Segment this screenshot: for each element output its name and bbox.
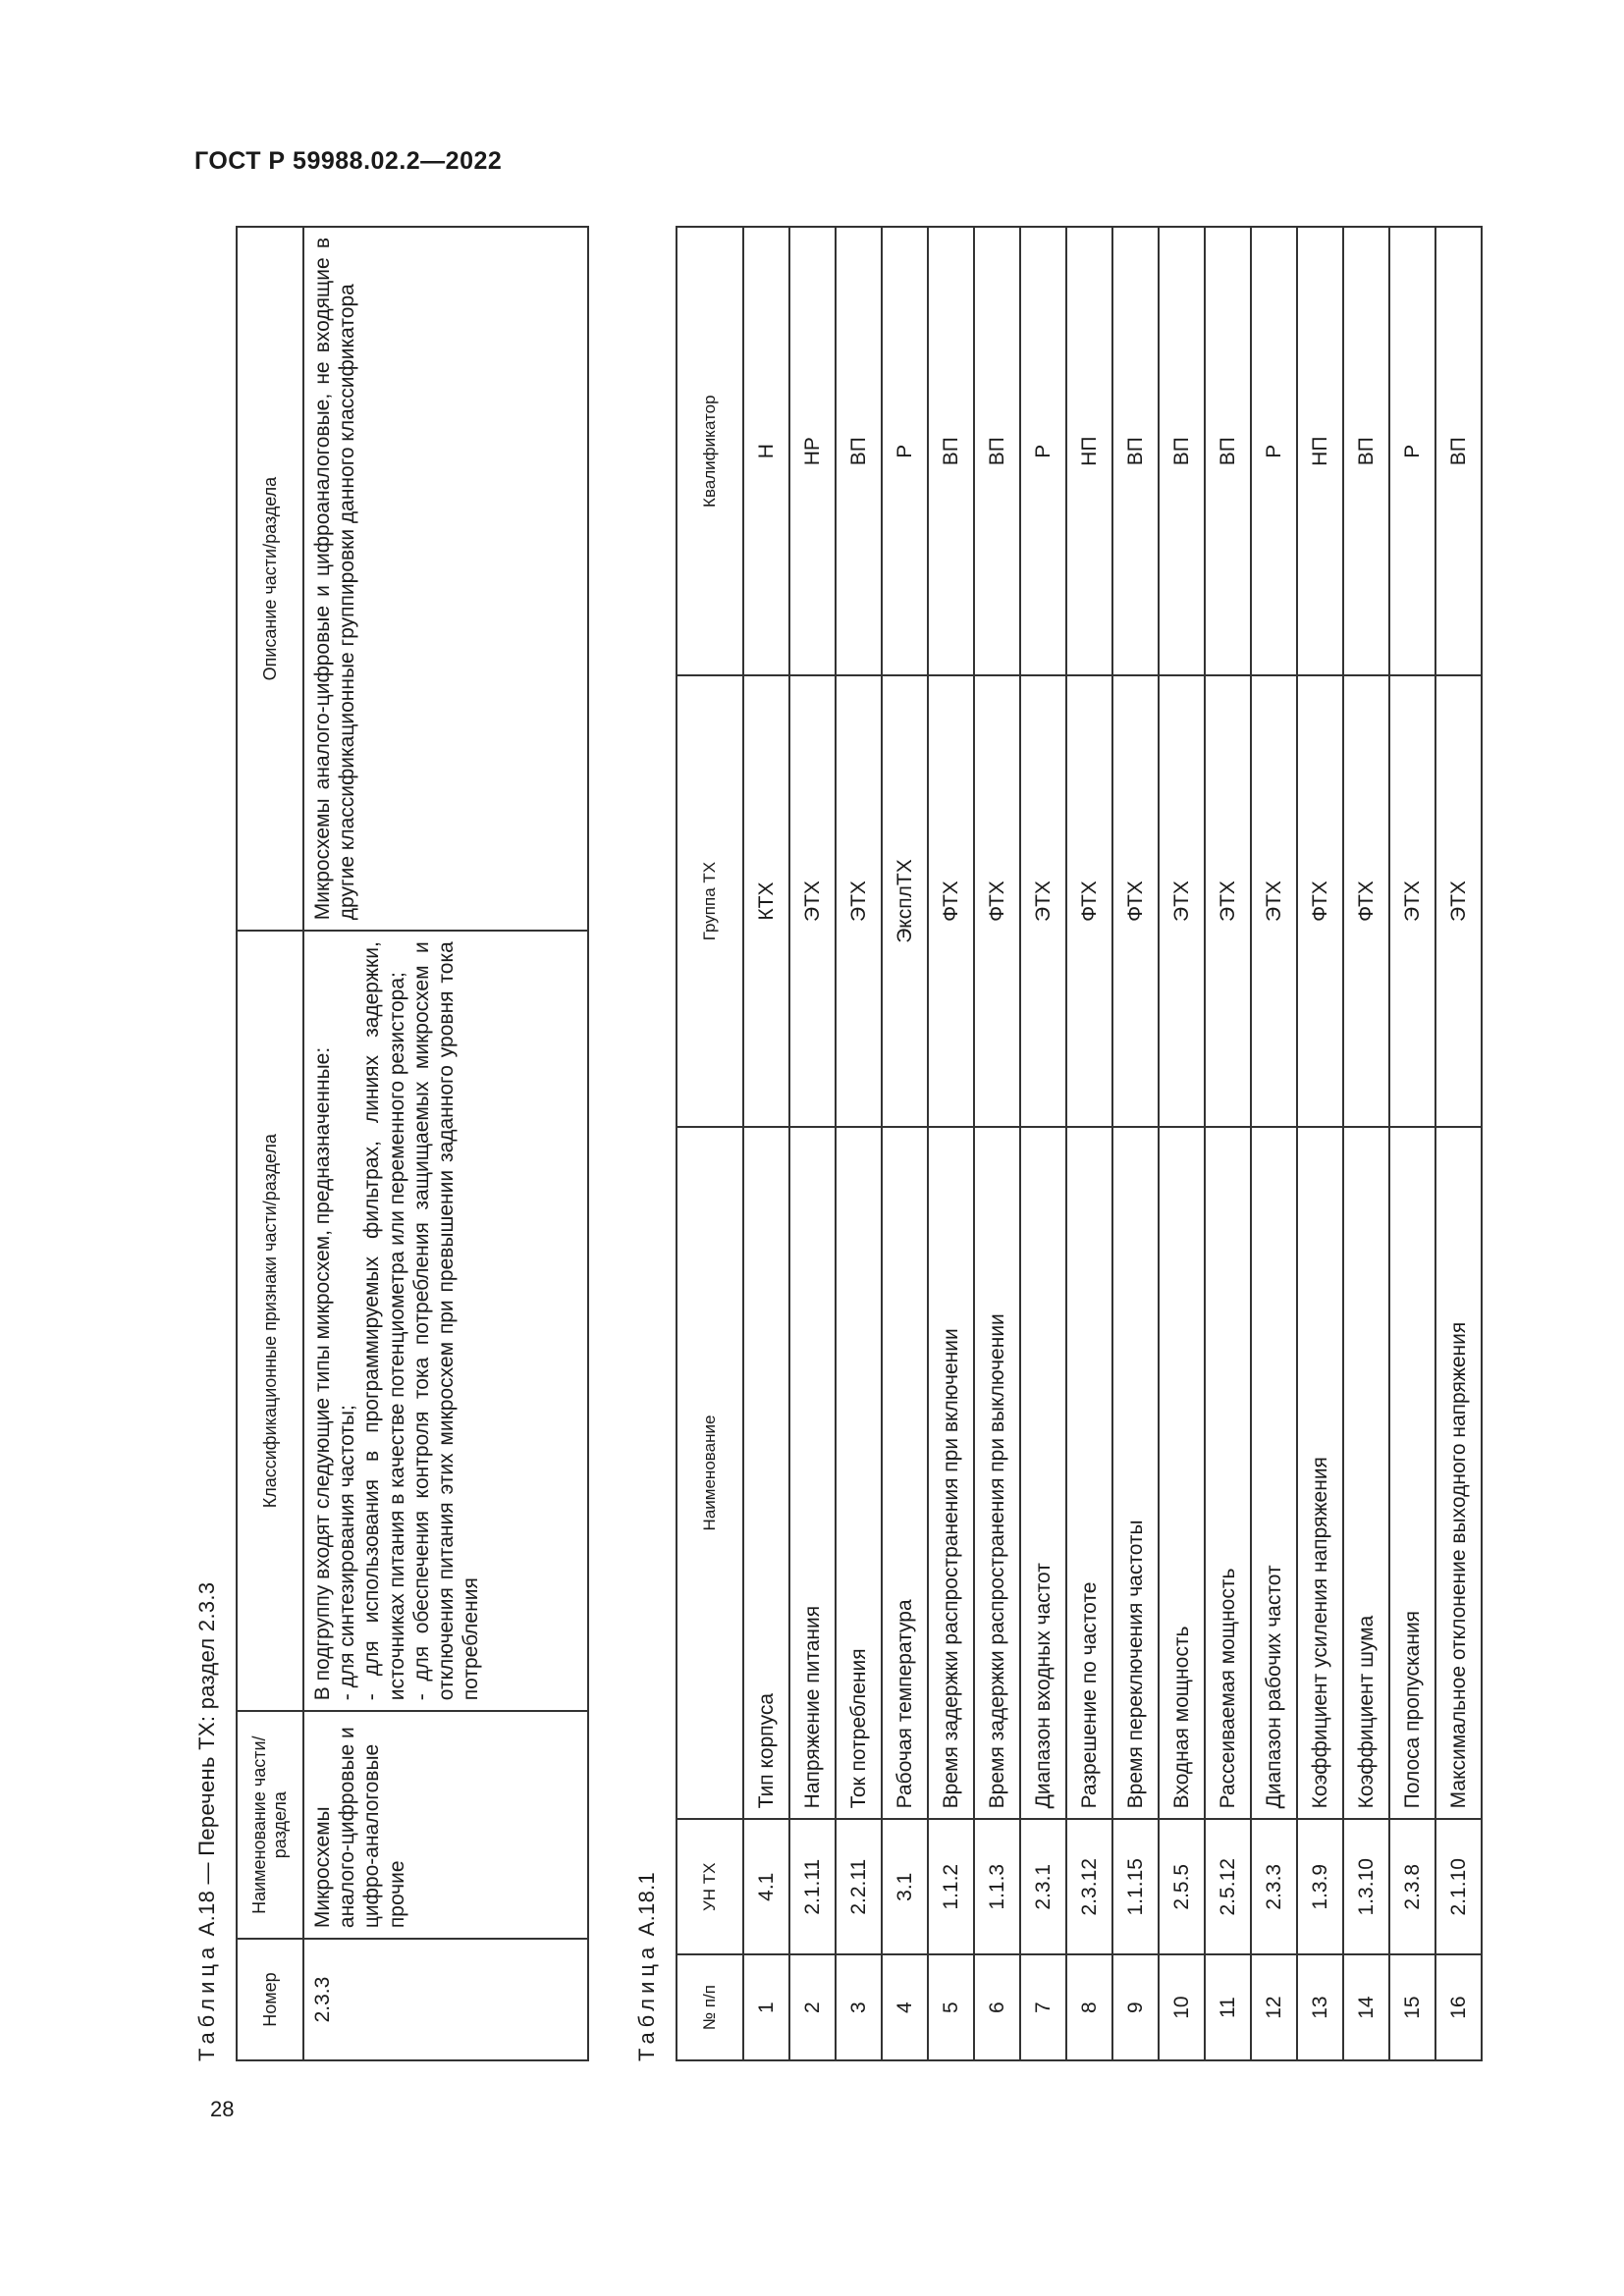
cell-group-tx: ФТХ bbox=[1112, 675, 1159, 1126]
cell-naimenovanie: Диапазон рабочих частот bbox=[1251, 1127, 1297, 1820]
table-a18-caption bbox=[194, 1582, 220, 2061]
table-row bbox=[882, 227, 928, 2060]
header-index: № п/п bbox=[677, 1954, 743, 2060]
cell-index: 9 bbox=[1112, 1954, 1159, 2060]
header-qualifier: Квалификатор bbox=[677, 227, 743, 675]
cell-number: 2.3.3 bbox=[303, 1939, 588, 2060]
cell-qualifier: ВП bbox=[1159, 227, 1205, 675]
cell-un-tx: 2.2.11 bbox=[836, 1819, 882, 1954]
cell-group-tx: ФТХ bbox=[974, 675, 1020, 1126]
cell-index: 6 bbox=[974, 1954, 1020, 2060]
table-row bbox=[743, 227, 789, 2060]
cell-qualifier: ВП bbox=[836, 227, 882, 675]
table-row bbox=[1251, 227, 1297, 2060]
cell-qualifier: Р bbox=[1389, 227, 1435, 675]
cell-qualifier: ВП bbox=[1435, 227, 1482, 675]
cell-group-tx: ФТХ bbox=[1297, 675, 1343, 1126]
table-a18 bbox=[236, 226, 589, 2061]
table-a181-caption bbox=[634, 1872, 660, 2061]
cell-qualifier: Р bbox=[1251, 227, 1297, 675]
cell-group-tx: ФТХ bbox=[928, 675, 974, 1126]
cell-qualifier: Н bbox=[743, 227, 789, 675]
cell-naimenovanie: Разрешение по частоте bbox=[1066, 1127, 1112, 1820]
document-header: ГОСТ Р 59988.02.2—2022 bbox=[194, 147, 503, 175]
cell-un-tx: 1.1.15 bbox=[1112, 1819, 1159, 1954]
cell-group-tx: ЭТХ bbox=[1159, 675, 1205, 1126]
cell-naimenovanie: Коэффициент усиления напряжения bbox=[1297, 1127, 1343, 1820]
cell-group-tx: ЭТХ bbox=[789, 675, 836, 1126]
cell-group-tx: ЭТХ bbox=[1435, 675, 1482, 1126]
header-un-tx: УН ТХ bbox=[677, 1819, 743, 1954]
cell-index: 16 bbox=[1435, 1954, 1482, 2060]
cell-group-tx: ЭксплТХ bbox=[882, 675, 928, 1126]
cell-index: 1 bbox=[743, 1954, 789, 2060]
cell-index: 5 bbox=[928, 1954, 974, 2060]
table-header-row bbox=[237, 227, 303, 2060]
cell-naimenovanie: Рассеиваемая мощность bbox=[1205, 1127, 1251, 1820]
table-row bbox=[1159, 227, 1205, 2060]
cell-group-tx: ЭТХ bbox=[836, 675, 882, 1126]
cell-un-tx: 1.3.9 bbox=[1297, 1819, 1343, 1954]
cell-description: Микросхемы аналого-цифровые и цифроаналоговые, не входящие в другие классификационные группировки данного классификатора bbox=[303, 227, 588, 931]
cell-features: В подгруппу входят следующие типы микросхем, предназначенные: - для синтезирования частоты; - для использования в программируемых фильтрах, линиях задержки, источниках питания в качестве потенциометра или переменного резистора; - для обеспечения контроля тока потребления защищаемых микросхем и отключения питания этих микросхем при превышении заданного уровня тока потребления bbox=[303, 931, 588, 1711]
table-body bbox=[743, 227, 1482, 2060]
table-header-row bbox=[677, 227, 743, 2060]
cell-group-tx: ЭТХ bbox=[1251, 675, 1297, 1126]
cell-naimenovanie: Диапазон входных частот bbox=[1020, 1127, 1066, 1820]
table-row bbox=[928, 227, 974, 2060]
header-naimenovanie: Наименование bbox=[677, 1127, 743, 1820]
caption-rest: А.18 — Перечень ТХ: раздел 2.3.3 bbox=[194, 1581, 219, 1943]
cell-group-tx: ЭТХ bbox=[1205, 675, 1251, 1126]
header-number: Номер bbox=[237, 1939, 303, 2060]
cell-naimenovanie: Входная мощность bbox=[1159, 1127, 1205, 1820]
table-row bbox=[1435, 227, 1482, 2060]
cell-qualifier: Р bbox=[882, 227, 928, 675]
cell-index: 7 bbox=[1020, 1954, 1066, 2060]
cell-naimenovanie: Время задержки распространения при включении bbox=[928, 1127, 974, 1820]
cell-qualifier: ВП bbox=[1112, 227, 1159, 675]
caption-rest: А.18.1 bbox=[634, 1871, 659, 1943]
table-row bbox=[1066, 227, 1112, 2060]
table-row bbox=[1020, 227, 1066, 2060]
rotated-page-content bbox=[165, 226, 1481, 2121]
cell-qualifier: ВП bbox=[1343, 227, 1389, 675]
cell-qualifier: ВП bbox=[928, 227, 974, 675]
table-row bbox=[1343, 227, 1389, 2060]
cell-un-tx: 2.1.10 bbox=[1435, 1819, 1482, 1954]
cell-un-tx: 3.1 bbox=[882, 1819, 928, 1954]
table-a181 bbox=[676, 226, 1483, 2061]
table-row bbox=[303, 227, 588, 2060]
caption-prefix: Таблица bbox=[634, 1942, 659, 2061]
cell-un-tx: 2.5.12 bbox=[1205, 1819, 1251, 1954]
cell-index: 15 bbox=[1389, 1954, 1435, 2060]
cell-un-tx: 1.1.2 bbox=[928, 1819, 974, 1954]
cell-index: 2 bbox=[789, 1954, 836, 2060]
cell-group-tx: ЭТХ bbox=[1020, 675, 1066, 1126]
table-row bbox=[1389, 227, 1435, 2060]
cell-naimenovanie: Полоса пропускания bbox=[1389, 1127, 1435, 1820]
cell-naimenovanie: Время задержки распространения при выключении bbox=[974, 1127, 1020, 1820]
table-row bbox=[1112, 227, 1159, 2060]
cell-group-tx: ЭТХ bbox=[1389, 675, 1435, 1126]
header-features: Классификационные признаки части/раздела bbox=[237, 931, 303, 1711]
cell-un-tx: 2.3.8 bbox=[1389, 1819, 1435, 1954]
cell-un-tx: 2.5.5 bbox=[1159, 1819, 1205, 1954]
table-row bbox=[1297, 227, 1343, 2060]
table-row bbox=[1205, 227, 1251, 2060]
page-number-wrap bbox=[194, 2067, 235, 2121]
caption-prefix: Таблица bbox=[194, 1942, 219, 2061]
cell-naimenovanie: Максимальное отклонение выходного напряжения bbox=[1435, 1127, 1482, 1820]
cell-group-tx: ФТХ bbox=[1343, 675, 1389, 1126]
page-number: 28 bbox=[210, 2097, 235, 2121]
cell-qualifier: ВП bbox=[1205, 227, 1251, 675]
cell-naimenovanie: Ток потребления bbox=[836, 1127, 882, 1820]
table-row bbox=[836, 227, 882, 2060]
cell-un-tx: 2.3.12 bbox=[1066, 1819, 1112, 1954]
header-name: Наименование части/раздела bbox=[237, 1711, 303, 1939]
cell-qualifier: ВП bbox=[974, 227, 1020, 675]
cell-group-tx: КТХ bbox=[743, 675, 789, 1126]
cell-qualifier: НР bbox=[789, 227, 836, 675]
cell-naimenovanie: Коэффициент шума bbox=[1343, 1127, 1389, 1820]
cell-index: 13 bbox=[1297, 1954, 1343, 2060]
header-group-tx: Группа ТХ bbox=[677, 675, 743, 1126]
table-row bbox=[789, 227, 836, 2060]
cell-naimenovanie: Тип корпуса bbox=[743, 1127, 789, 1820]
table-row bbox=[974, 227, 1020, 2060]
cell-index: 11 bbox=[1205, 1954, 1251, 2060]
cell-index: 12 bbox=[1251, 1954, 1297, 2060]
header-description: Описание части/раздела bbox=[237, 227, 303, 931]
cell-qualifier: НП bbox=[1066, 227, 1112, 675]
cell-un-tx: 2.3.1 bbox=[1020, 1819, 1066, 1954]
cell-index: 3 bbox=[836, 1954, 882, 2060]
cell-qualifier: Р bbox=[1020, 227, 1066, 675]
cell-index: 10 bbox=[1159, 1954, 1205, 2060]
cell-qualifier: НП bbox=[1297, 227, 1343, 675]
cell-un-tx: 2.3.3 bbox=[1251, 1819, 1297, 1954]
cell-naimenovanie: Напряжение питания bbox=[789, 1127, 836, 1820]
cell-naimenovanie: Рабочая температура bbox=[882, 1127, 928, 1820]
cell-index: 8 bbox=[1066, 1954, 1112, 2060]
cell-group-tx: ФТХ bbox=[1066, 675, 1112, 1126]
cell-un-tx: 1.1.3 bbox=[974, 1819, 1020, 1954]
cell-un-tx: 4.1 bbox=[743, 1819, 789, 1954]
cell-index: 14 bbox=[1343, 1954, 1389, 2060]
cell-un-tx: 1.3.10 bbox=[1343, 1819, 1389, 1954]
cell-name: Микросхемы аналого-цифровые и цифро-аналоговые прочие bbox=[303, 1711, 588, 1939]
cell-index: 4 bbox=[882, 1954, 928, 2060]
cell-un-tx: 2.1.11 bbox=[789, 1819, 836, 1954]
cell-naimenovanie: Время переключения частоты bbox=[1112, 1127, 1159, 1820]
